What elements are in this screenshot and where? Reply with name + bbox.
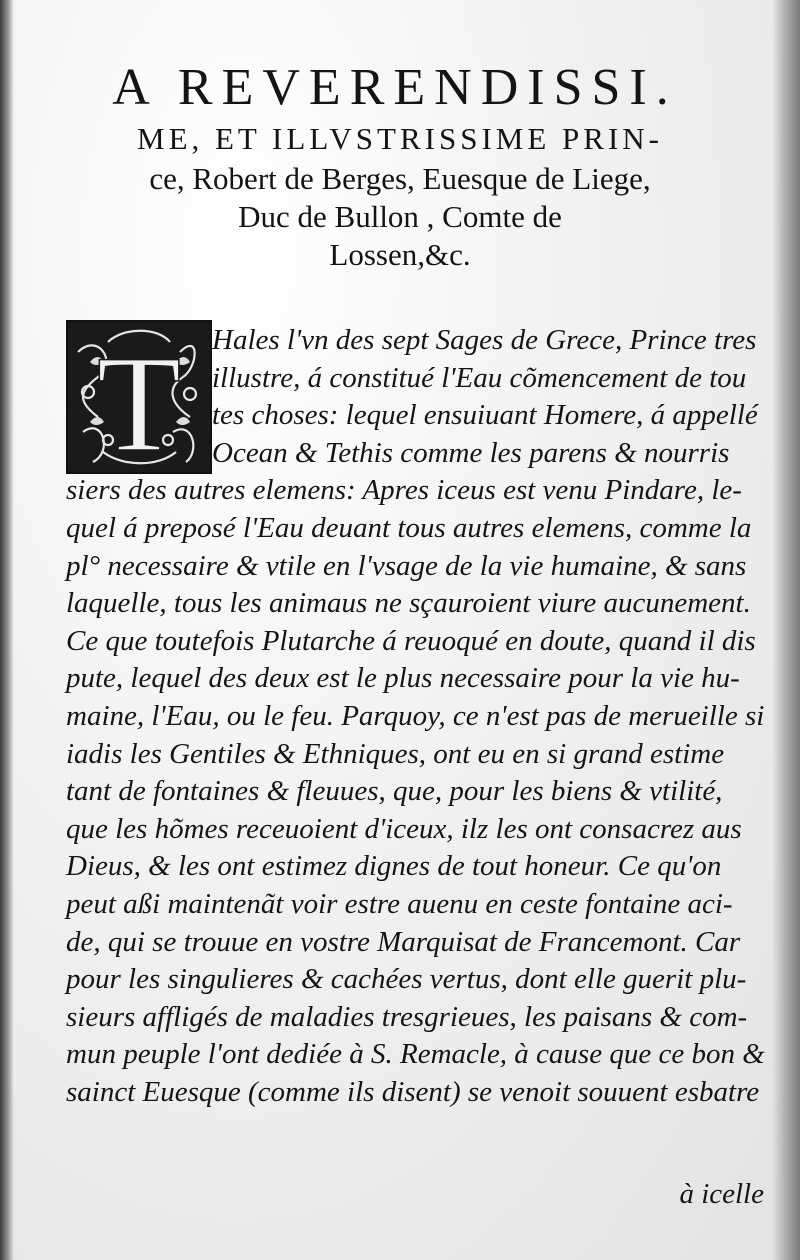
catchword: à icelle xyxy=(679,1178,764,1210)
text-line: tes choses: lequel ensuiuant Homere, á appellé xyxy=(212,399,758,432)
heading-line-2: ME, ET ILLVSTRISSIME PRIN- xyxy=(137,121,663,156)
ornamental-initial-letter: T xyxy=(96,327,182,472)
heading-line-3: ce, Robert de Berges, Euesque de Liege, xyxy=(149,161,651,196)
text-line: Hales l'vn des sept Sages de Grece, Prince tres xyxy=(212,324,757,356)
text-line: Ocean & Tethis comme les parens & nourris xyxy=(212,436,730,469)
text-line: pl° necessaire & vtile en l'vsage de la vie humaine, & sans xyxy=(66,549,747,582)
text-line: de, qui se trouue en vostre Marquisat de Francemont. Car xyxy=(66,925,741,958)
heading-line-5: Lossen,&c. xyxy=(329,237,471,272)
heading-line-1: A REVERENDISSI. xyxy=(112,59,678,116)
text-line: maine, l'Eau, ou le feu. Parquoy, ce n'est pas de merueille si xyxy=(66,699,765,732)
text-line: illustre, á constitué l'Eau cõmencement de tou xyxy=(212,361,747,394)
text-line: Ce que toutefois Plutarche á reuoqué en doute, quand il dis xyxy=(66,624,756,657)
text-line: mun peuple l'ont dediée à S. Remacle, à cause que ce bon & xyxy=(66,1038,765,1071)
text-line: siers des autres elemens: Apres iceus est venu Pindare, le- xyxy=(66,474,742,507)
text-line: laquelle, tous les animaus ne sçauroient viure aucunement. xyxy=(66,587,751,620)
text-line: que les hõmes receuoient d'iceux, ilz les ont consacrez aus xyxy=(66,812,742,845)
text-line: quel á preposé l'Eau deuant tous autres elemens, comme la xyxy=(66,511,752,544)
page-left-shadow xyxy=(0,0,14,1260)
text-line: sieurs affligés de maladies tresgrieues, les paisans & com- xyxy=(66,1000,748,1033)
text-line: sainct Euesque (comme ils disent) se venoit souuent esbatre xyxy=(66,1075,760,1108)
dedication-heading xyxy=(40,58,760,274)
text-line: pute, lequel des deux est le plus necessaire pour la vie hu- xyxy=(66,662,740,695)
text-line: tant de fontaines & fleuues, que, pour les biens & vtilité, xyxy=(66,775,723,808)
page-right-edge xyxy=(772,0,800,1260)
body-text xyxy=(66,322,776,1111)
heading-line-4: Duc de Bullon , Comte de xyxy=(238,199,562,234)
text-line: peut aßi maintenãt voir estre auenu en ceste fontaine aci- xyxy=(66,887,733,920)
text-line: pour les singulieres & cachées vertus, dont elle guerit plu- xyxy=(66,963,747,996)
text-line: Dieus, & les ont estimez dignes de tout honeur. Ce qu'on xyxy=(66,850,722,883)
text-line: iadis les Gentiles & Ethniques, ont eu en si grand estime xyxy=(66,737,725,770)
